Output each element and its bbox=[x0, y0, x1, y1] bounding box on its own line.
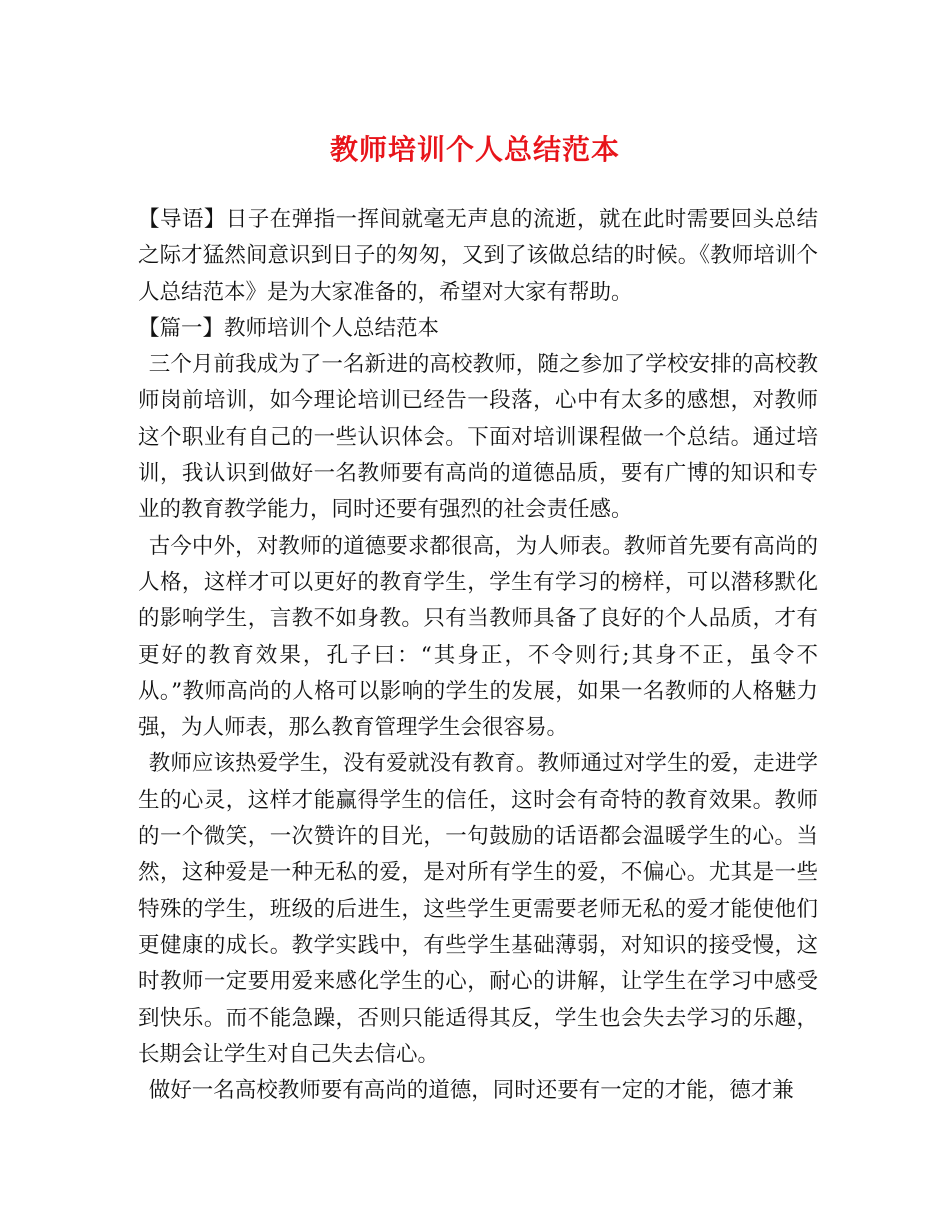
intro-paragraph: 【导语】日子在弹指一挥间就毫无声息的流逝，就在此时需要回头总结之际才猛然间意识到日子的匆匆，又到了该做总结的时候。《教师培训个人总结范本》是为大家准备的，希望对大家有帮助。 bbox=[138, 207, 818, 305]
document-title: 教师培训个人总结范本 bbox=[329, 133, 620, 166]
body-paragraph-3: 教师应该热爱学生，没有爱就没有教育。教师通过对学生的爱，走进学生的心灵，这样才能赢得学生的信任，这时会有奇特的教育效果。教师的一个微笑，一次赞许的目光，一句鼓励的话语都会温暖学生的心。当然，这种爱是一种无私的爱，是对所有学生的爱，不偏心。尤其是一些特殊的学生，班级的后进生，这些学生更需要老师无私的爱才能使他们更健康的成长。教学实践中，有些学生基础薄弱，对知识的接受慢，这时教师一定要用爱来感化学生的心，耐心的讲解，让学生在学习中感受到快乐。而不能急躁，否则只能适得其反，学生也会失去学习的乐趣，长期会让学生对自己失去信心。 bbox=[138, 751, 818, 1067]
body-paragraph-2: 古今中外，对教师的道德要求都很高，为人师表。教师首先要有高尚的人格，这样才可以更好的教育学生，学生有学习的榜样，可以潜移默化的影响学生，言教不如身教。只有当教师具备了良好的个人品质，才有更好的教育效果，孔子曰：“其身正，不令则行;其身不正，虽令不从。”教师高尚的人格可以影响的学生的发展，如果一名教师的人格魅力强，为人师表，那么教育管理学生会很容易。 bbox=[138, 533, 818, 741]
document-body bbox=[138, 202, 818, 1109]
section-heading: 【篇一】教师培训个人总结范本 bbox=[138, 315, 440, 341]
body-paragraph-4: 做好一名高校教师要有高尚的道德，同时还要有一定的才能，德才兼 bbox=[148, 1078, 794, 1104]
body-paragraph-1: 三个月前我成为了一名新进的高校教师，随之参加了学校安排的高校教师岗前培训，如今理论培训已经告一段落，心中有太多的感想，对教师这个职业有自己的一些认识体会。下面对培训课程做一个总结。通过培训，我认识到做好一名教师要有高尚的道德品质，要有广博的知识和专业的教育教学能力，同时还要有强烈的社会责任感。 bbox=[138, 352, 818, 523]
